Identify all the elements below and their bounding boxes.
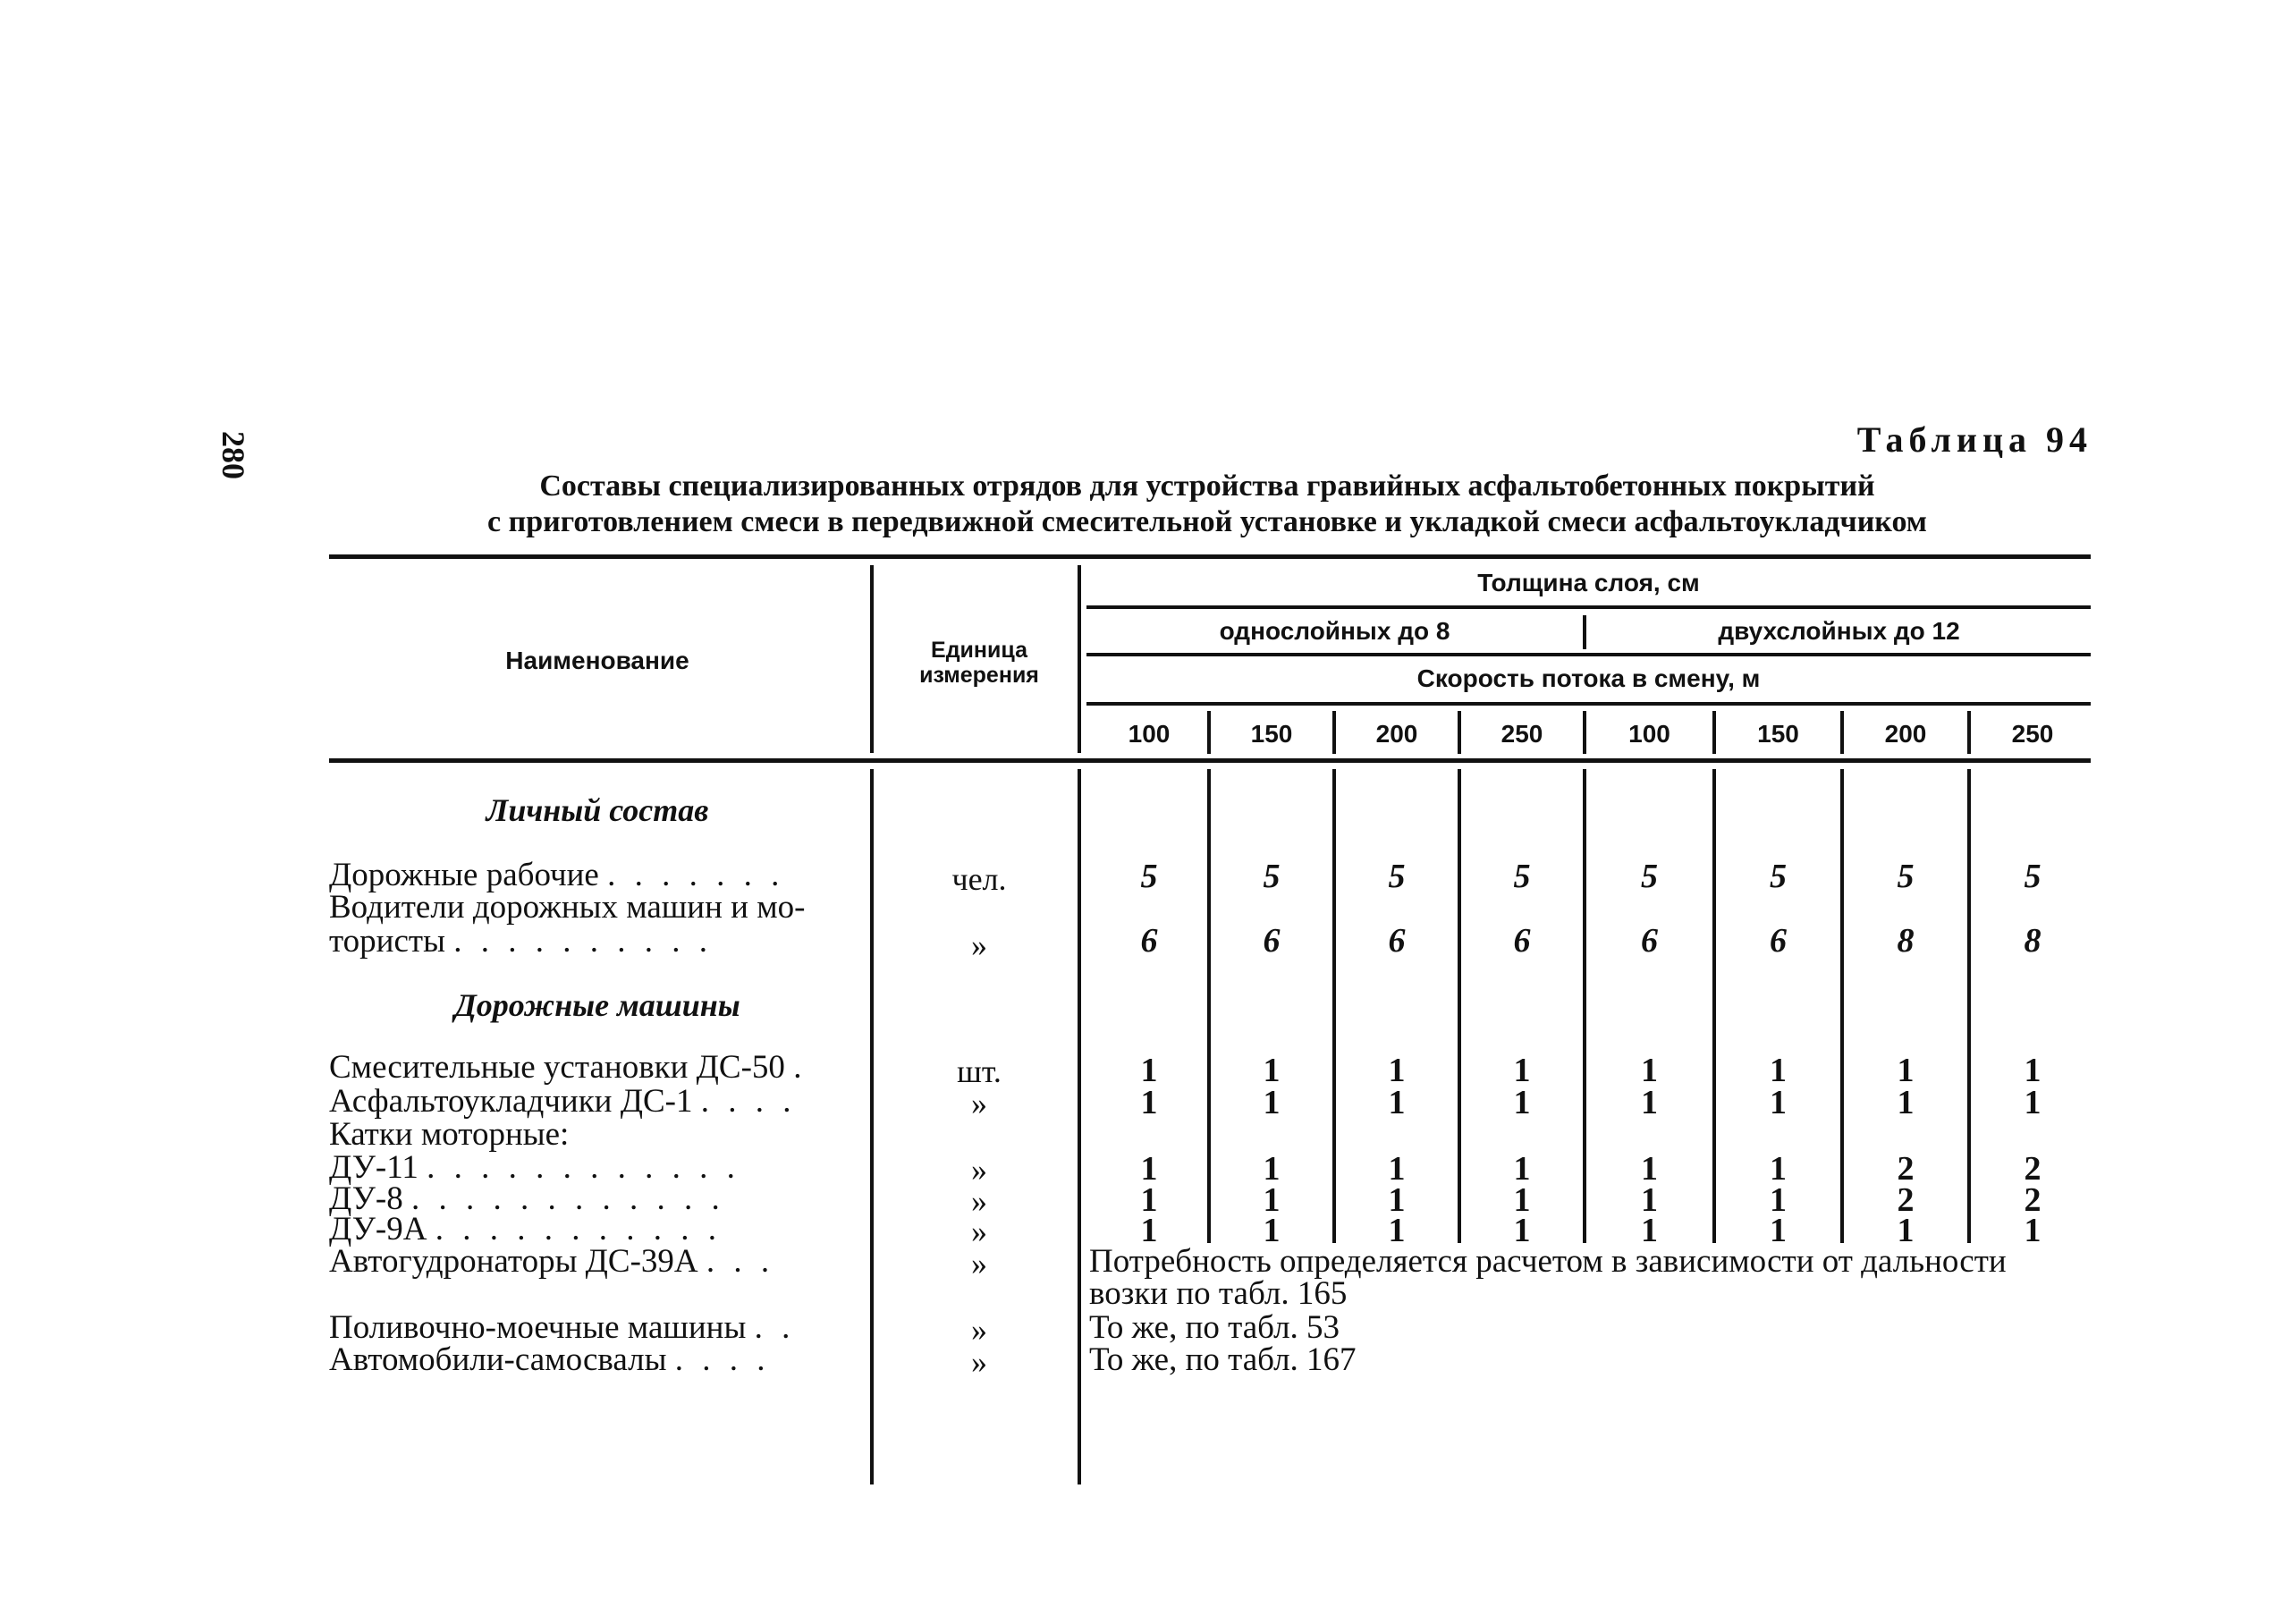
header-double-layer: двухслойных до 12 <box>1718 617 1960 645</box>
row-du9a-value: 1 <box>1388 1212 1406 1249</box>
row-du9a-value: 1 <box>1770 1212 1787 1249</box>
row-dump-trucks-name: Автомобили-самосвалы . . . . <box>329 1343 771 1377</box>
table-title-line2: с приготовлением смеси в передвижной смесительной установке и укладкой смеси асфальтоукладчиком <box>487 505 1927 538</box>
row-watering-note: То же, по табл. 53 <box>1089 1309 1340 1346</box>
speed-rule <box>1086 702 2091 706</box>
row-du11-value: 1 <box>1770 1150 1787 1188</box>
unit-column-divider-body <box>1078 769 1081 1484</box>
speed-7: 200 <box>1884 720 1927 748</box>
name-column-divider-body <box>870 769 874 1484</box>
row-rollers-name: Катки моторные: <box>329 1118 570 1152</box>
row-mixers-value: 1 <box>2024 1052 2042 1089</box>
row-asphalt-distributors-unit: » <box>971 1246 987 1281</box>
row-du11-value: 1 <box>1263 1150 1281 1188</box>
speed-4: 250 <box>1501 720 1543 748</box>
header-unit-line1: Единица <box>931 638 1027 663</box>
row-drivers-value: 6 <box>1770 922 1787 960</box>
row-du11-unit: » <box>971 1152 987 1188</box>
row-du9a-value: 1 <box>1263 1212 1281 1249</box>
row-pavers-value: 1 <box>1897 1084 1915 1121</box>
row-du8-value: 1 <box>1513 1181 1531 1219</box>
row-drivers-value: 6 <box>1513 922 1531 960</box>
row-du11-value: 1 <box>1388 1150 1406 1188</box>
row-asphalt-distributors-name: Автогудронаторы ДС-39А . . . <box>329 1245 775 1279</box>
row-du8-value: 1 <box>1140 1181 1158 1219</box>
row-drivers-name-line1: Водители дорожных машин и мо- <box>329 891 806 925</box>
page-number: 280 <box>216 431 251 479</box>
row-asphalt-distributors-note-line1: Потребность определяется расчетом в зависимости от дальности <box>1089 1243 2007 1280</box>
header-unit-line2: измерения <box>919 663 1039 688</box>
row-du11-value: 2 <box>2024 1150 2042 1188</box>
speed-1: 100 <box>1128 720 1171 748</box>
row-mixers-value: 1 <box>1263 1052 1281 1089</box>
layer-divider <box>1583 615 1586 649</box>
row-dump-trucks-note: То же, по табл. 167 <box>1089 1341 1357 1378</box>
row-du8-unit: » <box>971 1183 987 1219</box>
row-mixers-value: 1 <box>1641 1052 1658 1089</box>
name-column-divider <box>870 565 874 753</box>
row-drivers-name-line2: тористы . . . . . . . . . . <box>329 925 713 959</box>
row-drivers-value: 6 <box>1641 922 1658 960</box>
row-du9a-value: 1 <box>2024 1212 2042 1249</box>
row-du8-value: 1 <box>1263 1181 1281 1219</box>
row-dump-trucks-unit: » <box>971 1344 987 1380</box>
row-pavers-value: 1 <box>1388 1084 1406 1121</box>
row-watering-unit: » <box>971 1312 987 1348</box>
row-du11-name: ДУ-11 . . . . . . . . . . . . <box>329 1151 740 1185</box>
row-du9a-value: 1 <box>1897 1212 1915 1249</box>
row-du11-value: 1 <box>1140 1150 1158 1188</box>
row-drivers-value: 8 <box>2024 922 2042 960</box>
row-workers-value: 5 <box>1388 858 1406 895</box>
row-workers-value: 5 <box>1263 858 1281 895</box>
row-drivers-value: 6 <box>1388 922 1406 960</box>
row-du11-value: 1 <box>1513 1150 1531 1188</box>
row-drivers-unit: » <box>971 927 987 963</box>
header-speed: Скорость потока в смену, м <box>1416 664 1761 692</box>
row-workers-value: 5 <box>2024 858 2042 895</box>
table-title-line1: Составы специализированных отрядов для устройства гравийных асфальтобетонных покрытий <box>539 469 1875 503</box>
layer-rule <box>1086 653 2091 656</box>
row-pavers-name: Асфальтоукладчики ДС-1 . . . . <box>329 1085 797 1119</box>
row-du11-value: 2 <box>1897 1150 1915 1188</box>
row-workers-value: 5 <box>1140 858 1158 895</box>
thickness-rule <box>1086 605 2091 609</box>
row-workers-value: 5 <box>1641 858 1658 895</box>
row-mixers-unit: шт. <box>957 1053 1002 1089</box>
row-du8-value: 2 <box>1897 1181 1915 1219</box>
unit-column-divider <box>1078 565 1081 753</box>
row-workers-value: 5 <box>1770 858 1787 895</box>
row-du9a-value: 1 <box>1641 1212 1658 1249</box>
row-workers-value: 5 <box>1897 858 1915 895</box>
header-bottom-rule <box>329 758 2091 763</box>
row-drivers-value: 6 <box>1140 922 1158 960</box>
speed-5: 100 <box>1628 720 1670 748</box>
row-du8-value: 1 <box>1641 1181 1658 1219</box>
section-machines: Дорожные машины <box>454 987 740 1023</box>
speed-3: 200 <box>1375 720 1418 748</box>
row-mixers-value: 1 <box>1897 1052 1915 1089</box>
row-watering-name: Поливочно-моечные машины . . <box>329 1311 796 1345</box>
row-du8-value: 1 <box>1388 1181 1406 1219</box>
row-pavers-value: 1 <box>2024 1084 2042 1121</box>
section-personnel: Личный состав <box>486 792 709 828</box>
row-workers-unit: чел. <box>951 861 1007 897</box>
row-mixers-value: 1 <box>1513 1052 1531 1089</box>
row-mixers-value: 1 <box>1388 1052 1406 1089</box>
speed-6: 150 <box>1757 720 1799 748</box>
row-workers-name: Дорожные рабочие . . . . . . . <box>329 859 785 892</box>
row-du9a-unit: » <box>971 1214 987 1249</box>
row-pavers-unit: » <box>971 1086 987 1121</box>
row-du8-name: ДУ-8 . . . . . . . . . . . . <box>329 1182 725 1216</box>
speed-8: 250 <box>2011 720 2054 748</box>
row-du11-value: 1 <box>1641 1150 1658 1188</box>
row-asphalt-distributors-note-line2: возки по табл. 165 <box>1089 1275 1348 1312</box>
header-single-layer: однослойных до 8 <box>1219 617 1450 645</box>
row-pavers-value: 1 <box>1263 1084 1281 1121</box>
row-drivers-value: 6 <box>1263 922 1281 960</box>
speed-2: 150 <box>1250 720 1293 748</box>
row-pavers-value: 1 <box>1770 1084 1787 1121</box>
row-pavers-value: 1 <box>1641 1084 1658 1121</box>
header-name: Наименование <box>505 647 689 674</box>
row-mixers-value: 1 <box>1770 1052 1787 1089</box>
row-pavers-value: 1 <box>1140 1084 1158 1121</box>
top-rule <box>329 554 2091 559</box>
row-workers-value: 5 <box>1513 858 1531 895</box>
row-du9a-value: 1 <box>1513 1212 1531 1249</box>
row-pavers-value: 1 <box>1513 1084 1531 1121</box>
row-du9a-value: 1 <box>1140 1212 1158 1249</box>
row-du8-value: 2 <box>2024 1181 2042 1219</box>
row-mixers-name: Смесительные установки ДС-50 . <box>329 1051 807 1085</box>
header-thickness: Толщина слоя, см <box>1477 569 1700 596</box>
row-du8-value: 1 <box>1770 1181 1787 1219</box>
row-drivers-value: 8 <box>1897 922 1915 960</box>
row-du9a-name: ДУ-9А . . . . . . . . . . . <box>329 1213 722 1247</box>
row-mixers-value: 1 <box>1140 1052 1158 1089</box>
table-label: Таблица 94 <box>1856 419 2092 460</box>
